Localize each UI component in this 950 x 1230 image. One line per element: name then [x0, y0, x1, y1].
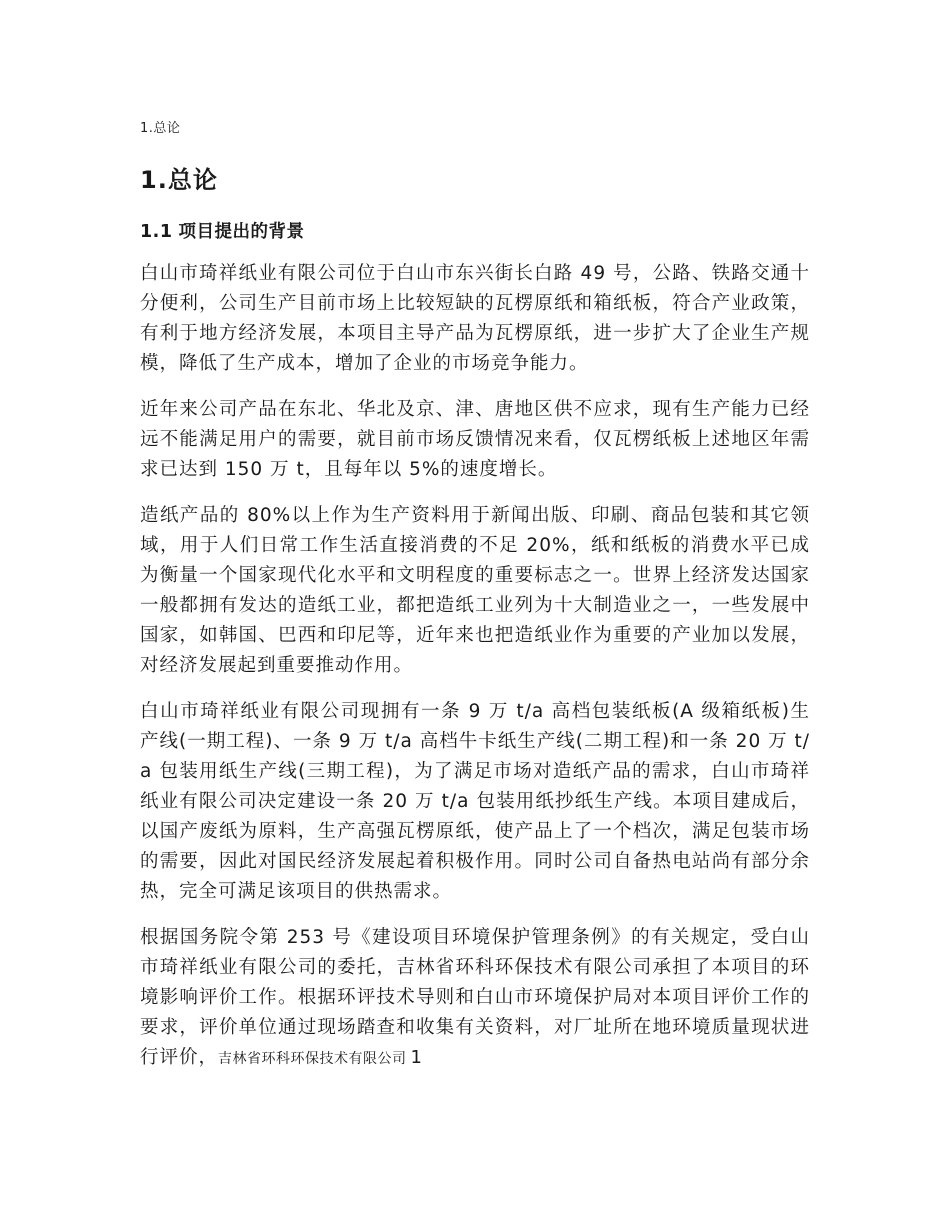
page-number: 1 — [410, 1047, 423, 1068]
paragraph-1: 白山市琦祥纸业有限公司位于白山市东兴街长白路 49 号，公路、铁路交通十分便利，公司生产目前市场上比较短缺的瓦楞原纸和箱纸板，符合产业政策，有利于地方经济发展，本项目主导产品为瓦楞原纸，进一步扩大了企业生产规模，降低了生产成本，增加了企业的市场竞争能力。 — [140, 263, 810, 374]
running-header: 1.总论 — [140, 121, 181, 136]
footer-company: 吉林省环科环保技术有限公司 — [218, 1051, 407, 1067]
body-text — [140, 259, 810, 1074]
paragraph-5 — [140, 923, 810, 1074]
paragraph-5-text: 根据国务院令第 253 号《建设项目环境保护管理条例》的有关规定，受白山市琦祥纸业有限公司的委托，吉林省环科环保技术有限公司承担了本项目的环境影响评价工作。根据环评技术导则和白山市环境保护局对本项目评价工作的要求，评价单位通过现场踏查和收集有关资料，对厂址所在地环境质量现状进行评价， — [140, 927, 810, 1068]
section-title: 项目提出的背景 — [178, 222, 305, 242]
paragraph-4: 白山市琦祥纸业有限公司现拥有一条 9 万 t/a 高档包装纸板(A 级箱纸板)生产线(一期工程)、一条 9 万 t/a 高档牛卡纸生产线(二期工程)和一条 20 万 t/a 包装用纸生产线(三期工程)，为了满足市场对造纸产品的需求，白山市琦祥纸业有限公司决定建设一条 20 万 t/a 包装用纸抄纸生产线。本项目建成后，以国产废纸为原料，生产高强瓦楞原纸，使产品上了一个档次，满足包装市场的需要，因此对国民经济发展起着积极作用。同时公司自备热电站尚有部分余热，完全可满足该项目的供热需求。 — [140, 701, 810, 902]
section-heading — [140, 218, 305, 243]
paragraph-2: 近年来公司产品在东北、华北及京、津、唐地区供不应求，现有生产能力已经远不能满足用户的需要，就目前市场反馈情况来看，仅瓦楞纸板上述地区年需求已达到 150 万 t，且每年以 5%的速度增长。 — [140, 399, 810, 480]
chapter-title: 1.总论 — [140, 166, 218, 194]
paragraph-3: 造纸产品的 80%以上作为生产资料用于新闻出版、印刷、商品包装和其它领域，用于人们日常工作生活直接消费的不足 20%，纸和纸板的消费水平已成为衡量一个国家现代化水平和文明程度的重要标志之一。世界上经济发达国家一般都拥有发达的造纸工业，都把造纸工业列为十大制造业之一，一些发展中国家，如韩国、巴西和印尼等，近年来也把造纸业作为重要的产业加以发展，对经济发展起到重要推动作用。 — [140, 505, 810, 676]
section-number: 1.1 — [140, 222, 173, 242]
